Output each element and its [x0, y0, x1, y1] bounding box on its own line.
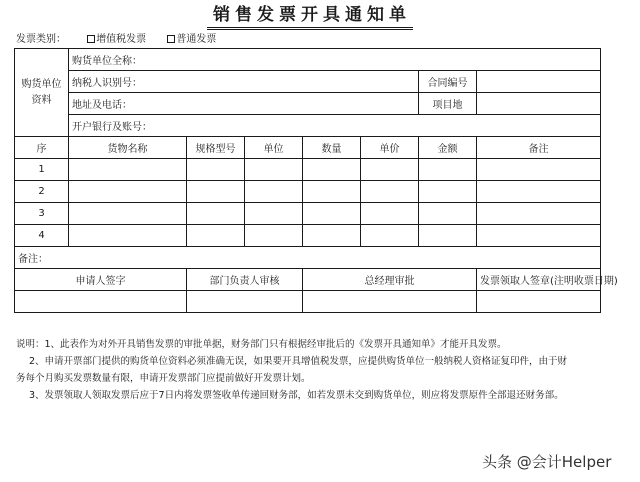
invoice-receiver-field[interactable]	[477, 291, 601, 313]
unit-cell[interactable]	[245, 203, 303, 225]
unit-cell[interactable]	[245, 159, 303, 181]
dept-head-review-field[interactable]	[187, 291, 303, 313]
table-row	[15, 181, 601, 203]
remarks-cell[interactable]	[477, 225, 601, 247]
col-header-remarks: 备注	[477, 137, 601, 159]
address-phone-field[interactable]: 地址及电话：	[69, 93, 419, 115]
buyer-section-label: 购货单位资料	[15, 49, 69, 137]
note-3: 3、发票领取人领取发票后应于7日内将发票签收单传递回财务部，如若发票未交到购货单位，则应将发票原件全部退还财务部。	[29, 390, 564, 401]
instructions	[16, 336, 612, 404]
items-header-row	[15, 137, 601, 159]
row-number: 4	[15, 225, 69, 247]
note-1: 说明：1、此表作为对外开具销售发票的审批单据，财务部门只有根据经审批后的《发票开具通知单》才能开具发票。	[16, 339, 507, 350]
form-title: 销售发票开具通知单	[0, 4, 620, 30]
remarks-cell[interactable]	[477, 181, 601, 203]
goods-name-cell[interactable]	[69, 225, 187, 247]
applicant-signature-label: 申请人签字	[15, 269, 187, 291]
spec-cell[interactable]	[187, 203, 245, 225]
watermark: 头条 @会计Helper	[482, 453, 612, 471]
col-header-quantity: 数量	[303, 137, 361, 159]
spec-cell[interactable]	[187, 159, 245, 181]
checkbox-icon[interactable]	[167, 35, 175, 43]
amount-cell[interactable]	[419, 203, 477, 225]
goods-name-cell[interactable]	[69, 159, 187, 181]
note-2-continued: 务每个月购买发票数量有限，申请开发票部门应提前做好开发票计划。	[16, 373, 311, 384]
buyer-name-field[interactable]: 购货单位全称：	[69, 49, 601, 71]
table-row	[15, 159, 601, 181]
col-header-goods-name: 货物名称	[69, 137, 187, 159]
vat-invoice-option[interactable]: 增值税发票	[87, 34, 146, 45]
table-row	[15, 225, 601, 247]
tax-id-field[interactable]: 纳税人识别号：	[69, 71, 419, 93]
unit-price-cell[interactable]	[361, 181, 419, 203]
invoice-form-table	[14, 48, 618, 313]
unit-price-cell[interactable]	[361, 159, 419, 181]
quantity-cell[interactable]	[303, 203, 361, 225]
gm-approval-field[interactable]	[303, 291, 477, 313]
col-header-amount: 金额	[419, 137, 477, 159]
amount-cell[interactable]	[419, 159, 477, 181]
note-2: 2、申请开票部门提供的购货单位资料必须准确无误，如果要开具增值税发票，应提供购货单位一般纳税人资格证复印件，由于财	[29, 356, 568, 367]
row-number: 2	[15, 181, 69, 203]
bank-account-field[interactable]: 开户银行及账号：	[69, 115, 601, 137]
table-row	[15, 203, 601, 225]
goods-name-cell[interactable]	[69, 203, 187, 225]
contract-number-field[interactable]	[477, 71, 601, 93]
quantity-cell[interactable]	[303, 225, 361, 247]
col-header-unit: 单位	[245, 137, 303, 159]
remarks-cell[interactable]	[477, 159, 601, 181]
spec-cell[interactable]	[187, 225, 245, 247]
project-location-field[interactable]	[477, 93, 601, 115]
quantity-cell[interactable]	[303, 181, 361, 203]
dept-head-review-label: 部门负责人审核	[187, 269, 303, 291]
signature-header-row	[15, 269, 601, 291]
invoice-receiver-label: 发票领取人签章(注明收票日期)	[477, 269, 601, 291]
invoice-type-row	[16, 33, 216, 47]
invoice-type-label: 发票类别：	[16, 34, 66, 45]
unit-cell[interactable]	[245, 225, 303, 247]
unit-price-cell[interactable]	[361, 203, 419, 225]
applicant-signature-field[interactable]	[15, 291, 187, 313]
col-header-spec: 规格型号	[187, 137, 245, 159]
row-number: 1	[15, 159, 69, 181]
quantity-cell[interactable]	[303, 159, 361, 181]
unit-cell[interactable]	[245, 181, 303, 203]
contract-number-label: 合同编号	[419, 71, 477, 93]
signature-row	[15, 291, 601, 313]
col-header-unit-price: 单价	[361, 137, 419, 159]
goods-name-cell[interactable]	[69, 181, 187, 203]
amount-cell[interactable]	[419, 181, 477, 203]
ordinary-invoice-option[interactable]: 普通发票	[167, 34, 216, 45]
unit-price-cell[interactable]	[361, 225, 419, 247]
gm-approval-label: 总经理审批	[303, 269, 477, 291]
row-number: 3	[15, 203, 69, 225]
checkbox-icon[interactable]	[87, 35, 95, 43]
project-location-label: 项目地	[419, 93, 477, 115]
spec-cell[interactable]	[187, 181, 245, 203]
remarks-cell[interactable]	[477, 203, 601, 225]
col-header-seq: 序	[15, 137, 69, 159]
remarks-field[interactable]: 备注：	[15, 247, 601, 269]
amount-cell[interactable]	[419, 225, 477, 247]
